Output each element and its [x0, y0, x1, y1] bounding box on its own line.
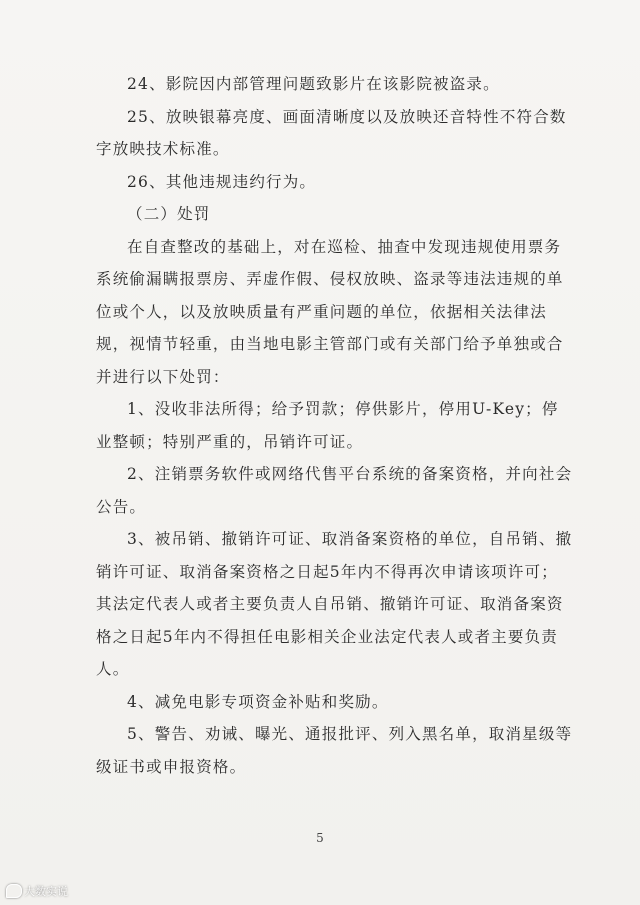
item-26: 26、其他违规违约行为。	[127, 172, 317, 191]
page-number: 5	[316, 831, 324, 845]
watermark-logo-icon	[6, 884, 22, 898]
penalty-item-3: 3、被吊销、撤销许可证、取消备案资格的单位，自吊销、撤销许可证、取消备案资格之日起5年内不得再次申请该项许可；其法定代表人或者主要负责人自吊销、撤销许可证、取消备案资格之日起5年内不得担任电影相关企业法定代表人或者主要负责人。	[96, 530, 573, 678]
watermark	[6, 883, 68, 899]
penalty-item-5: 5、警告、劝诫、曝光、通报批评、列入黑名单，取消星级等级证书或申报资格。	[96, 725, 573, 776]
penalty-item-4: 4、减免电影专项资金补贴和奖励。	[127, 692, 389, 711]
watermark-text: 大数实说	[24, 885, 68, 898]
penalty-intro: 在自查整改的基础上，对在巡检、抽查中发现违规使用票务系统偷漏瞒报票房、弄虚作假、侵权放映、盗录等违法违规的单位或个人，以及放映质量有严重问题的单位，依据相关法律法规，视情节轻重，由当地电影主管部门或有关部门给予单独或合并进行以下处罚：	[96, 237, 564, 386]
penalty-item-2: 2、注销票务软件或网络代售平台系统的备案资格，并向社会公告。	[96, 465, 573, 516]
penalty-item-1: 1、没收非法所得；给予罚款；停供影片，停用U-Key；停业整顿；特别严重的，吊销许可证。	[96, 400, 559, 451]
item-25: 25、放映银幕亮度、画面清晰度以及放映还音特性不符合数字放映技术标准。	[96, 107, 567, 158]
item-24: 24、影院因内部管理问题致影片在该影院被盗录。	[127, 75, 500, 93]
document-body	[96, 68, 574, 783]
section-heading-penalties: （二）处罚	[127, 205, 211, 223]
